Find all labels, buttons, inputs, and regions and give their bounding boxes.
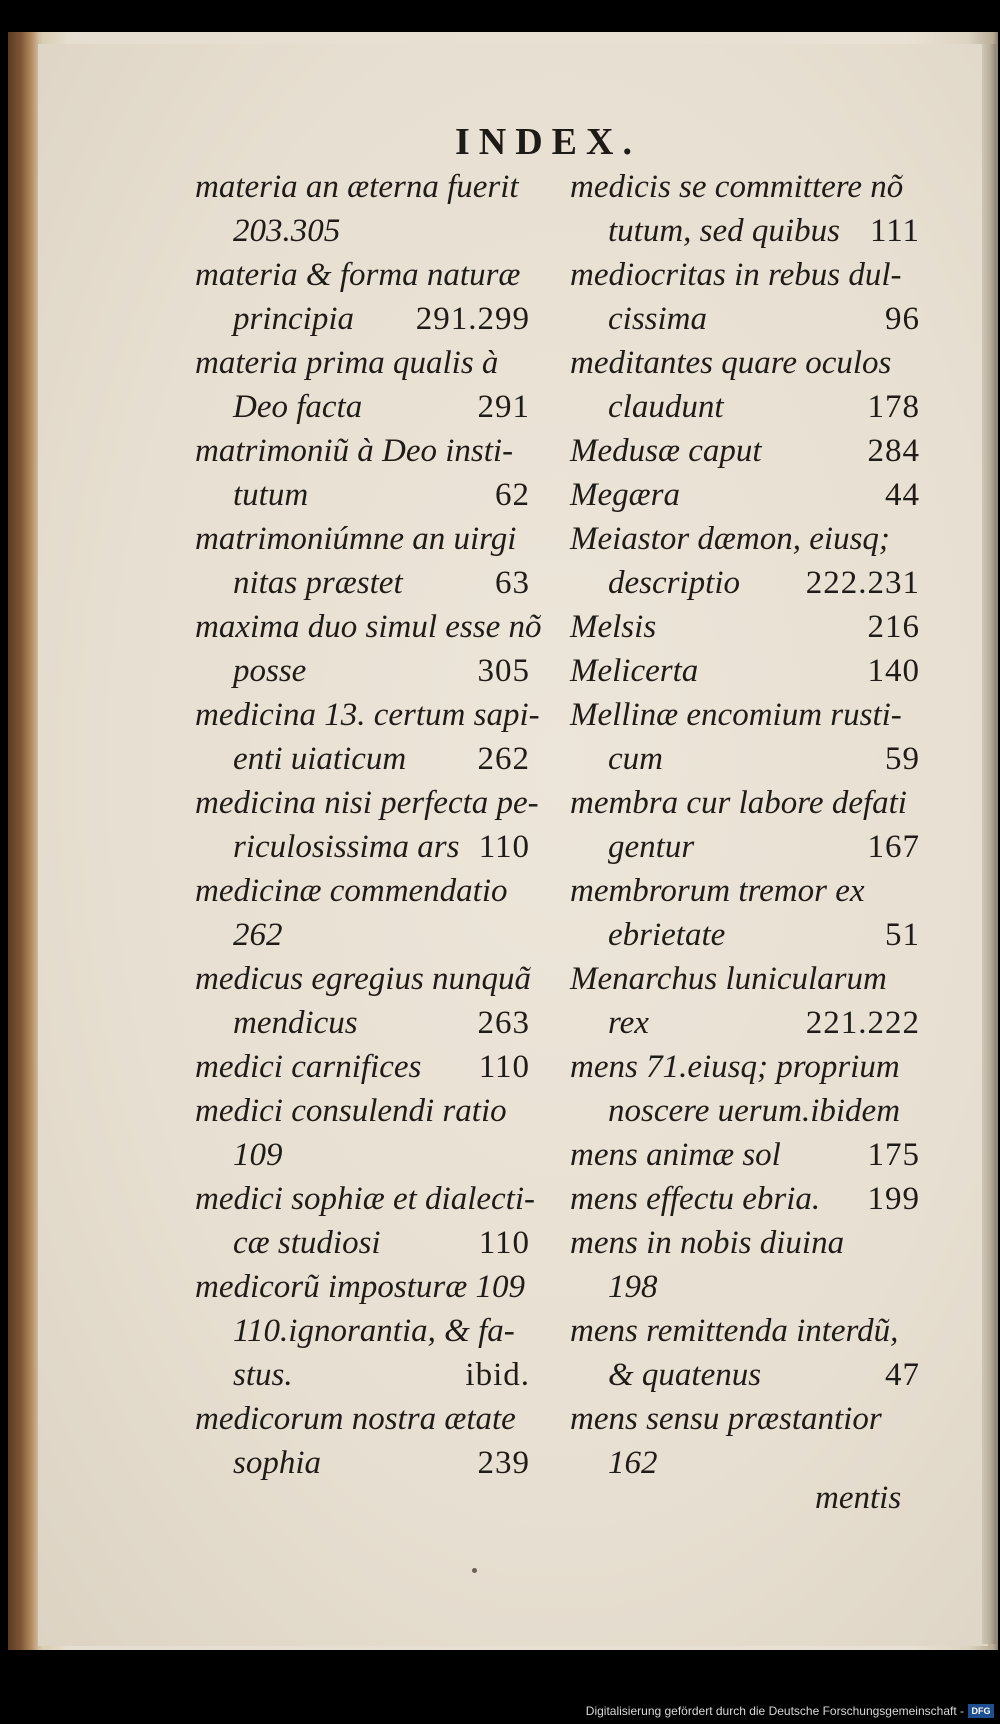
index-entry-line xyxy=(195,693,540,737)
index-page-number: 110 xyxy=(478,1049,530,1085)
index-entry-text: rex xyxy=(608,1005,649,1041)
index-entry-text: medicis se committere nõ xyxy=(570,169,904,205)
index-entry-line xyxy=(570,1353,920,1397)
index-entry-line xyxy=(570,253,920,297)
index-page-number: 178 xyxy=(867,389,920,425)
index-entry-line xyxy=(195,1045,530,1089)
index-entry-text: mens animæ sol xyxy=(570,1137,781,1173)
index-page-number: 47 xyxy=(885,1357,920,1393)
index-entry-text: 109 xyxy=(233,1137,283,1173)
index-entry-line xyxy=(195,1001,530,1045)
index-entry-text: stus. xyxy=(233,1357,293,1393)
index-entry-line xyxy=(195,825,530,869)
index-page-number: 175 xyxy=(867,1137,920,1173)
index-column-left xyxy=(195,165,542,1485)
index-entry-text: claudunt xyxy=(608,389,724,425)
index-page-number: 284 xyxy=(867,433,920,469)
index-page-number: 140 xyxy=(867,653,920,689)
index-page-number: 262 xyxy=(477,741,530,777)
index-page-number: 110 xyxy=(478,829,530,865)
index-page-number: 239 xyxy=(477,1445,530,1481)
index-entry-text: Medusæ caput xyxy=(570,433,762,469)
index-entry-line xyxy=(195,429,530,473)
index-entry-text: medicus egregius nunquã xyxy=(195,961,532,997)
index-page-number: 263 xyxy=(477,1005,530,1041)
index-page-number: 63 xyxy=(495,565,530,601)
index-entry-line xyxy=(570,429,920,473)
index-entry-line xyxy=(195,737,530,781)
index-column-right xyxy=(570,165,920,1485)
index-entry-text: descriptio xyxy=(608,565,740,601)
index-entry-text: medicina nisi perfecta pe- xyxy=(195,785,539,821)
index-page-number: 59 xyxy=(885,741,920,777)
index-entry-text: medicorum nostra ætate xyxy=(195,1401,516,1437)
index-entry-text: matrimoniũ à Deo insti- xyxy=(195,433,514,469)
index-entry-line xyxy=(570,693,920,737)
index-page-number: 305 xyxy=(477,653,530,689)
index-entry-text: Menarchus lunicularum xyxy=(570,961,887,997)
index-entry-text: ebrietate xyxy=(608,917,726,953)
index-entry-line xyxy=(195,473,530,517)
index-entry-line xyxy=(195,341,530,385)
index-entry-line xyxy=(195,385,530,429)
index-page-number: 222.231 xyxy=(805,565,920,601)
index-entry-text: 198 xyxy=(608,1269,658,1305)
index-entry-line xyxy=(570,1221,920,1265)
index-entry-line xyxy=(570,649,920,693)
index-entry-line xyxy=(570,869,920,913)
index-entry-text: mens remittenda interdũ, xyxy=(570,1313,899,1349)
index-page-number: 51 xyxy=(885,917,920,953)
index-entry-text: Melicerta xyxy=(570,653,699,689)
index-entry-text: Melsis xyxy=(570,609,657,645)
dfg-logo-icon: DFG xyxy=(968,1704,994,1718)
index-entry-text: Deo facta xyxy=(233,389,363,425)
index-entry-text: & quatenus xyxy=(608,1357,762,1393)
index-entry-text: medicorũ imposturæ 109 xyxy=(195,1269,525,1305)
index-entry-line xyxy=(195,649,530,693)
index-entry-line xyxy=(570,1001,920,1045)
index-entry-text: medicina 13. certum sapi- xyxy=(195,697,540,733)
index-entry-text: mediocritas in rebus dul- xyxy=(570,257,902,293)
index-entry-text: Meiastor dæmon, eiusq; xyxy=(570,521,890,557)
index-entry-line xyxy=(570,1089,920,1133)
index-entry-text: nitas præstet xyxy=(233,565,403,601)
index-entry-text: medici consulendi ratio xyxy=(195,1093,507,1129)
index-page-number: 44 xyxy=(885,477,920,513)
index-entry-text: mens in nobis diuina xyxy=(570,1225,845,1261)
index-entry-line xyxy=(570,1133,920,1177)
index-entry-line xyxy=(195,605,542,649)
index-page-number: 216 xyxy=(867,609,920,645)
index-entry-line xyxy=(570,165,920,209)
index-entry-line xyxy=(570,1309,920,1353)
index-entry-text: riculosissima ars xyxy=(233,829,460,865)
index-page-number: 167 xyxy=(867,829,920,865)
index-entry-line xyxy=(570,781,920,825)
page-mark xyxy=(472,1568,477,1573)
index-entry-text: mens sensu præstantior xyxy=(570,1401,882,1437)
index-entry-text: tutum, sed quibus xyxy=(608,213,840,249)
index-entry-text: principia xyxy=(233,301,354,337)
index-entry-text: sophia xyxy=(233,1445,322,1481)
index-entry-text: materia prima qualis à xyxy=(195,345,499,381)
index-entry-text: matrimoniúmne an uirgi xyxy=(195,521,517,557)
index-entry-line xyxy=(570,825,920,869)
index-entry-text: mens effectu ebria. xyxy=(570,1181,821,1217)
index-entry-text: medicinæ commendatio xyxy=(195,873,508,909)
index-entry-line xyxy=(570,473,920,517)
index-entry-line xyxy=(570,1177,920,1221)
index-entry-line xyxy=(195,561,530,605)
index-entry-line xyxy=(195,1397,530,1441)
index-entry-line xyxy=(570,1265,920,1309)
index-entry-text: cissima xyxy=(608,301,707,337)
index-entry-line xyxy=(570,913,920,957)
index-entry-line xyxy=(195,517,530,561)
index-entry-line xyxy=(570,737,920,781)
index-page-number: 111 xyxy=(869,213,920,249)
index-entry-line xyxy=(195,1177,536,1221)
index-entry-line xyxy=(570,561,920,605)
index-entry-line xyxy=(195,913,530,957)
index-entry-text: 162 xyxy=(608,1445,658,1481)
index-entry-text: medici carnifices xyxy=(195,1049,422,1085)
index-entry-text: maxima duo simul esse nõ xyxy=(195,609,542,645)
index-entry-line xyxy=(570,1045,920,1089)
index-entry-text: membra cur labore defati xyxy=(570,785,907,821)
index-entry-text: medici sophiæ et dialecti- xyxy=(195,1181,536,1217)
index-entry-line xyxy=(570,341,920,385)
index-page-number: 62 xyxy=(495,477,530,513)
index-page-number: 96 xyxy=(885,301,920,337)
index-entry-text: Megæra xyxy=(570,477,680,513)
index-entry-line xyxy=(195,1309,530,1353)
index-entry-text: materia & forma naturæ xyxy=(195,257,521,293)
index-entry-line xyxy=(195,1089,530,1133)
index-entry-line xyxy=(570,1441,920,1485)
index-entry-line xyxy=(195,1265,530,1309)
index-page-number: 221.222 xyxy=(805,1005,920,1041)
index-entry-line xyxy=(570,605,920,649)
index-entry-line xyxy=(570,1397,920,1441)
index-entry-text: noscere uerum.ibidem xyxy=(608,1093,901,1129)
catchword: mentis xyxy=(815,1480,902,1516)
index-entry-text: 203.305 xyxy=(233,213,341,249)
index-entry-line xyxy=(195,1221,530,1265)
index-page-number: 291 xyxy=(477,389,530,425)
index-page-number: ibid. xyxy=(465,1357,530,1393)
index-entry-text: gentur xyxy=(608,829,695,865)
index-entry-line xyxy=(195,209,530,253)
index-entry-text: materia an æterna fuerit xyxy=(195,169,519,205)
index-entry-text: membrorum tremor ex xyxy=(570,873,865,909)
index-entry-line xyxy=(195,869,530,913)
index-entry-text: 262 xyxy=(233,917,283,953)
index-page-number: 110 xyxy=(478,1225,530,1261)
index-entry-line xyxy=(570,385,920,429)
index-entry-line xyxy=(195,957,530,1001)
running-head: INDEX. xyxy=(455,121,641,163)
index-entry-line xyxy=(570,517,920,561)
index-entry-text: cæ studiosi xyxy=(233,1225,381,1261)
page-fore-edge xyxy=(982,44,996,1644)
index-entry-line xyxy=(195,781,539,825)
index-entry-text: mens 71.eiusq; proprium xyxy=(570,1049,900,1085)
index-page-number: 291.299 xyxy=(415,301,530,337)
index-entry-text: cum xyxy=(608,741,663,777)
index-entry-text: meditantes quare oculos xyxy=(570,345,892,381)
index-entry-text: posse xyxy=(233,653,307,689)
index-entry-line xyxy=(195,1441,530,1485)
index-entry-line xyxy=(195,1353,530,1397)
index-entry-text: tutum xyxy=(233,477,309,513)
index-entry-line xyxy=(195,165,530,209)
index-page-number: 199 xyxy=(867,1181,920,1217)
index-entry-text: 110.ignorantia, & fa- xyxy=(233,1313,515,1349)
index-entry-line xyxy=(570,297,920,341)
index-entry-line xyxy=(195,297,530,341)
index-entry-text: Mellinæ encomium rusti- xyxy=(570,697,902,733)
footer-credit: Digitalisierung gefördert durch die Deutsche Forschungsgemeinschaft - xyxy=(585,1704,964,1718)
index-entry-text: enti uiaticum xyxy=(233,741,407,777)
index-entry-line xyxy=(195,1133,530,1177)
index-entry-line xyxy=(570,957,920,1001)
book-spine-edge xyxy=(8,32,40,1650)
index-entry-line xyxy=(570,209,920,253)
index-entry-line xyxy=(195,253,530,297)
index-entry-text: mendicus xyxy=(233,1005,358,1041)
